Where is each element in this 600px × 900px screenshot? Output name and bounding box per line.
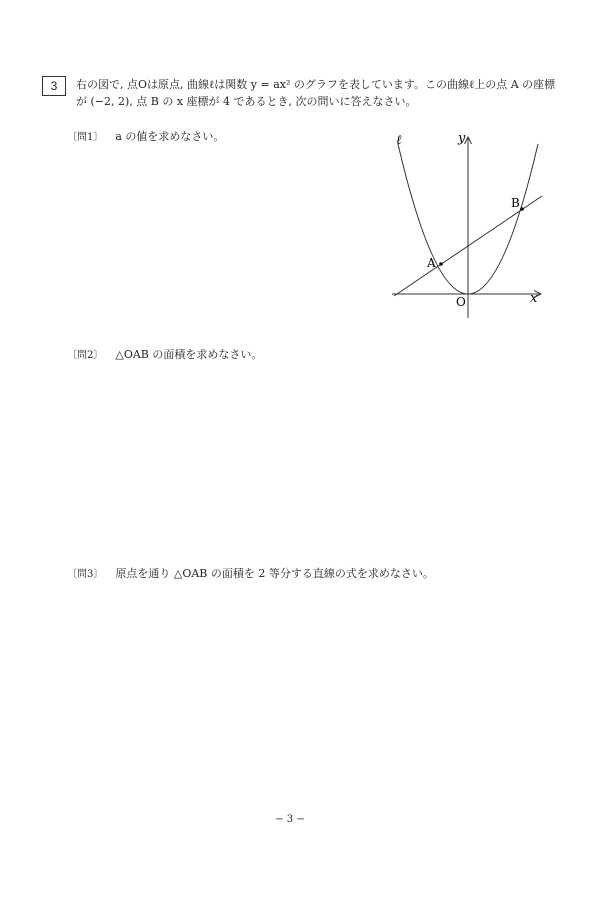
subquestion-1 xyxy=(67,128,224,144)
point-a-label: A xyxy=(427,256,436,270)
subquestion-2 xyxy=(67,346,262,362)
point-b-label: B xyxy=(511,196,520,210)
curve-label: ℓ xyxy=(396,133,402,148)
intro-line-1: 右の図で, 点Oは原点, 曲線ℓは関数 y = ax² のグラフを表しています。この曲線ℓ上の点 A の座標 xyxy=(76,78,556,91)
question-number: 3 xyxy=(42,76,66,96)
subquestion-2-text: △OAB の面積を求めなさい。 xyxy=(115,348,263,361)
parabola-figure xyxy=(388,128,550,320)
subquestion-3-text: 原点を通り △OAB の面積を 2 等分する直線の式を求めなさい。 xyxy=(115,567,434,580)
subquestion-3-tag: 〔問3〕 xyxy=(67,569,104,580)
y-axis-label: y xyxy=(458,131,466,146)
point-a-dot xyxy=(439,262,443,266)
subquestion-1-tag: 〔問1〕 xyxy=(67,132,104,143)
intro-line-2: が (−2, 2), 点 B の x 座標が 4 であるとき, 次の問いに答えなさい。 xyxy=(76,95,417,108)
origin-label: O xyxy=(456,295,466,309)
page-number: − 3 − xyxy=(275,814,305,825)
question-intro xyxy=(76,76,566,110)
subquestion-3 xyxy=(67,565,434,581)
point-b-dot xyxy=(520,207,524,211)
subquestion-2-tag: 〔問2〕 xyxy=(67,350,104,361)
subquestion-1-text: a の値を求めなさい。 xyxy=(115,130,225,143)
x-axis-label: x xyxy=(530,291,538,306)
